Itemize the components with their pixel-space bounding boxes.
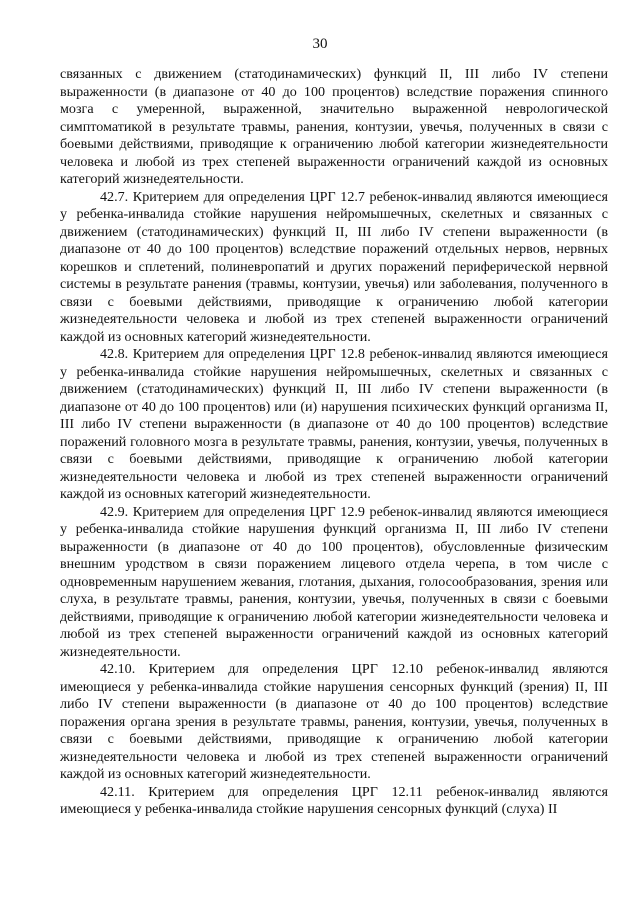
paragraph-continuation: связанных с движением (статодинамических) функций II, III либо IV степени выраженности (в диапазоне от 40 до 100 процентов) вследствие поражения спинного мозга с умеренной, выраженной, значительно выраженной неврологической симптоматикой в результате травмы, ранения, контузии, увечья, полученных в связи с боевыми действиями, приводящие к ограничению любой категории жизнедеятельности человека и любой из трех степеней выраженности ограничений каждой из основных категорий жизнедеятельности. — [60, 66, 608, 187]
paragraph-42-10: 42.10. Критерием для определения ЦРГ 12.10 ребенок-инвалид являются имеющиеся у ребенка-инвалида стойкие нарушения сенсорных функций (зрения) II, III либо IV степени выраженности (в диапазоне от 40 до 100 процентов) вследствие поражения органа зрения в результате травмы, ранения, контузии, увечья, полученных в связи с боевыми действиями, приводящие к ограничению любой категории жизнедеятельности человека и любой из трех степеней выраженности ограничений каждой из основных категорий жизнедеятельности. — [60, 661, 608, 782]
paragraph-42-11: 42.11. Критерием для определения ЦРГ 12.11 ребенок-инвалид являются имеющиеся у ребенка-инвалида стойкие нарушения сенсорных функций (слуха) II — [60, 783, 608, 817]
paragraph-42-7: 42.7. Критерием для определения ЦРГ 12.7 ребенок-инвалид являются имеющиеся у ребенка-инвалида стойкие нарушения нейромышечных, скелетных и связанных с движением (статодинамических) функций II, III либо IV степени выраженности (в диапазоне от 40 до 100 процентов) вследствие поражений отдельных нервов, нервных корешков и сплетений, полиневропатий и других поражений периферической нервной системы в результате ранения (травмы, контузии, увечья) или заболевания, полученного в связи с боевыми действиями, приводящие к ограничению любой категории жизнедеятельности человека и любой из трех степеней выраженности ограничений каждой из основных категорий жизнедеятельности. — [60, 188, 608, 345]
page-number: 30 — [312, 36, 328, 52]
paragraph-42-8: 42.8. Критерием для определения ЦРГ 12.8 ребенок-инвалид являются имеющиеся у ребенка-инвалида стойкие нарушения нейромышечных, скелетных и связанных с движением (статодинамических) функций II, III либо IV степени выраженности (в диапазоне от 40 до 100 процентов) или (и) нарушения психических функций организма II, III либо IV степени выраженности (в диапазоне от 40 до 100 процентов) вследствие поражений головного мозга в результате травмы, ранения, контузии, увечья, полученных в связи с боевыми действиями, приводящие к ограничению любой категории жизнедеятельности человека и любой из трех степеней выраженности ограничений каждой из основных категорий жизнедеятельности. — [60, 346, 608, 502]
paragraph-42-9: 42.9. Критерием для определения ЦРГ 12.9 ребенок-инвалид являются имеющиеся у ребенка-инвалида стойкие нарушения функций организма II, III либо IV степени выраженности (в диапазоне от 40 до 100 процентов), обусловленные физическим внешним уродством в связи поражением лицевого отдела черепа, в том числе с одновременным нарушением жевания, глотания, дыхания, голосообразования, зрения или слуха, в результате травмы, ранения, контузии, увечья, полученных в связи с боевыми действиями, приводящие к ограничению любой категории жизнедеятельности человека и любой из трех степеней выраженности ограничений каждой из основных категорий жизнедеятельности. — [60, 503, 608, 660]
document-body — [60, 66, 608, 819]
